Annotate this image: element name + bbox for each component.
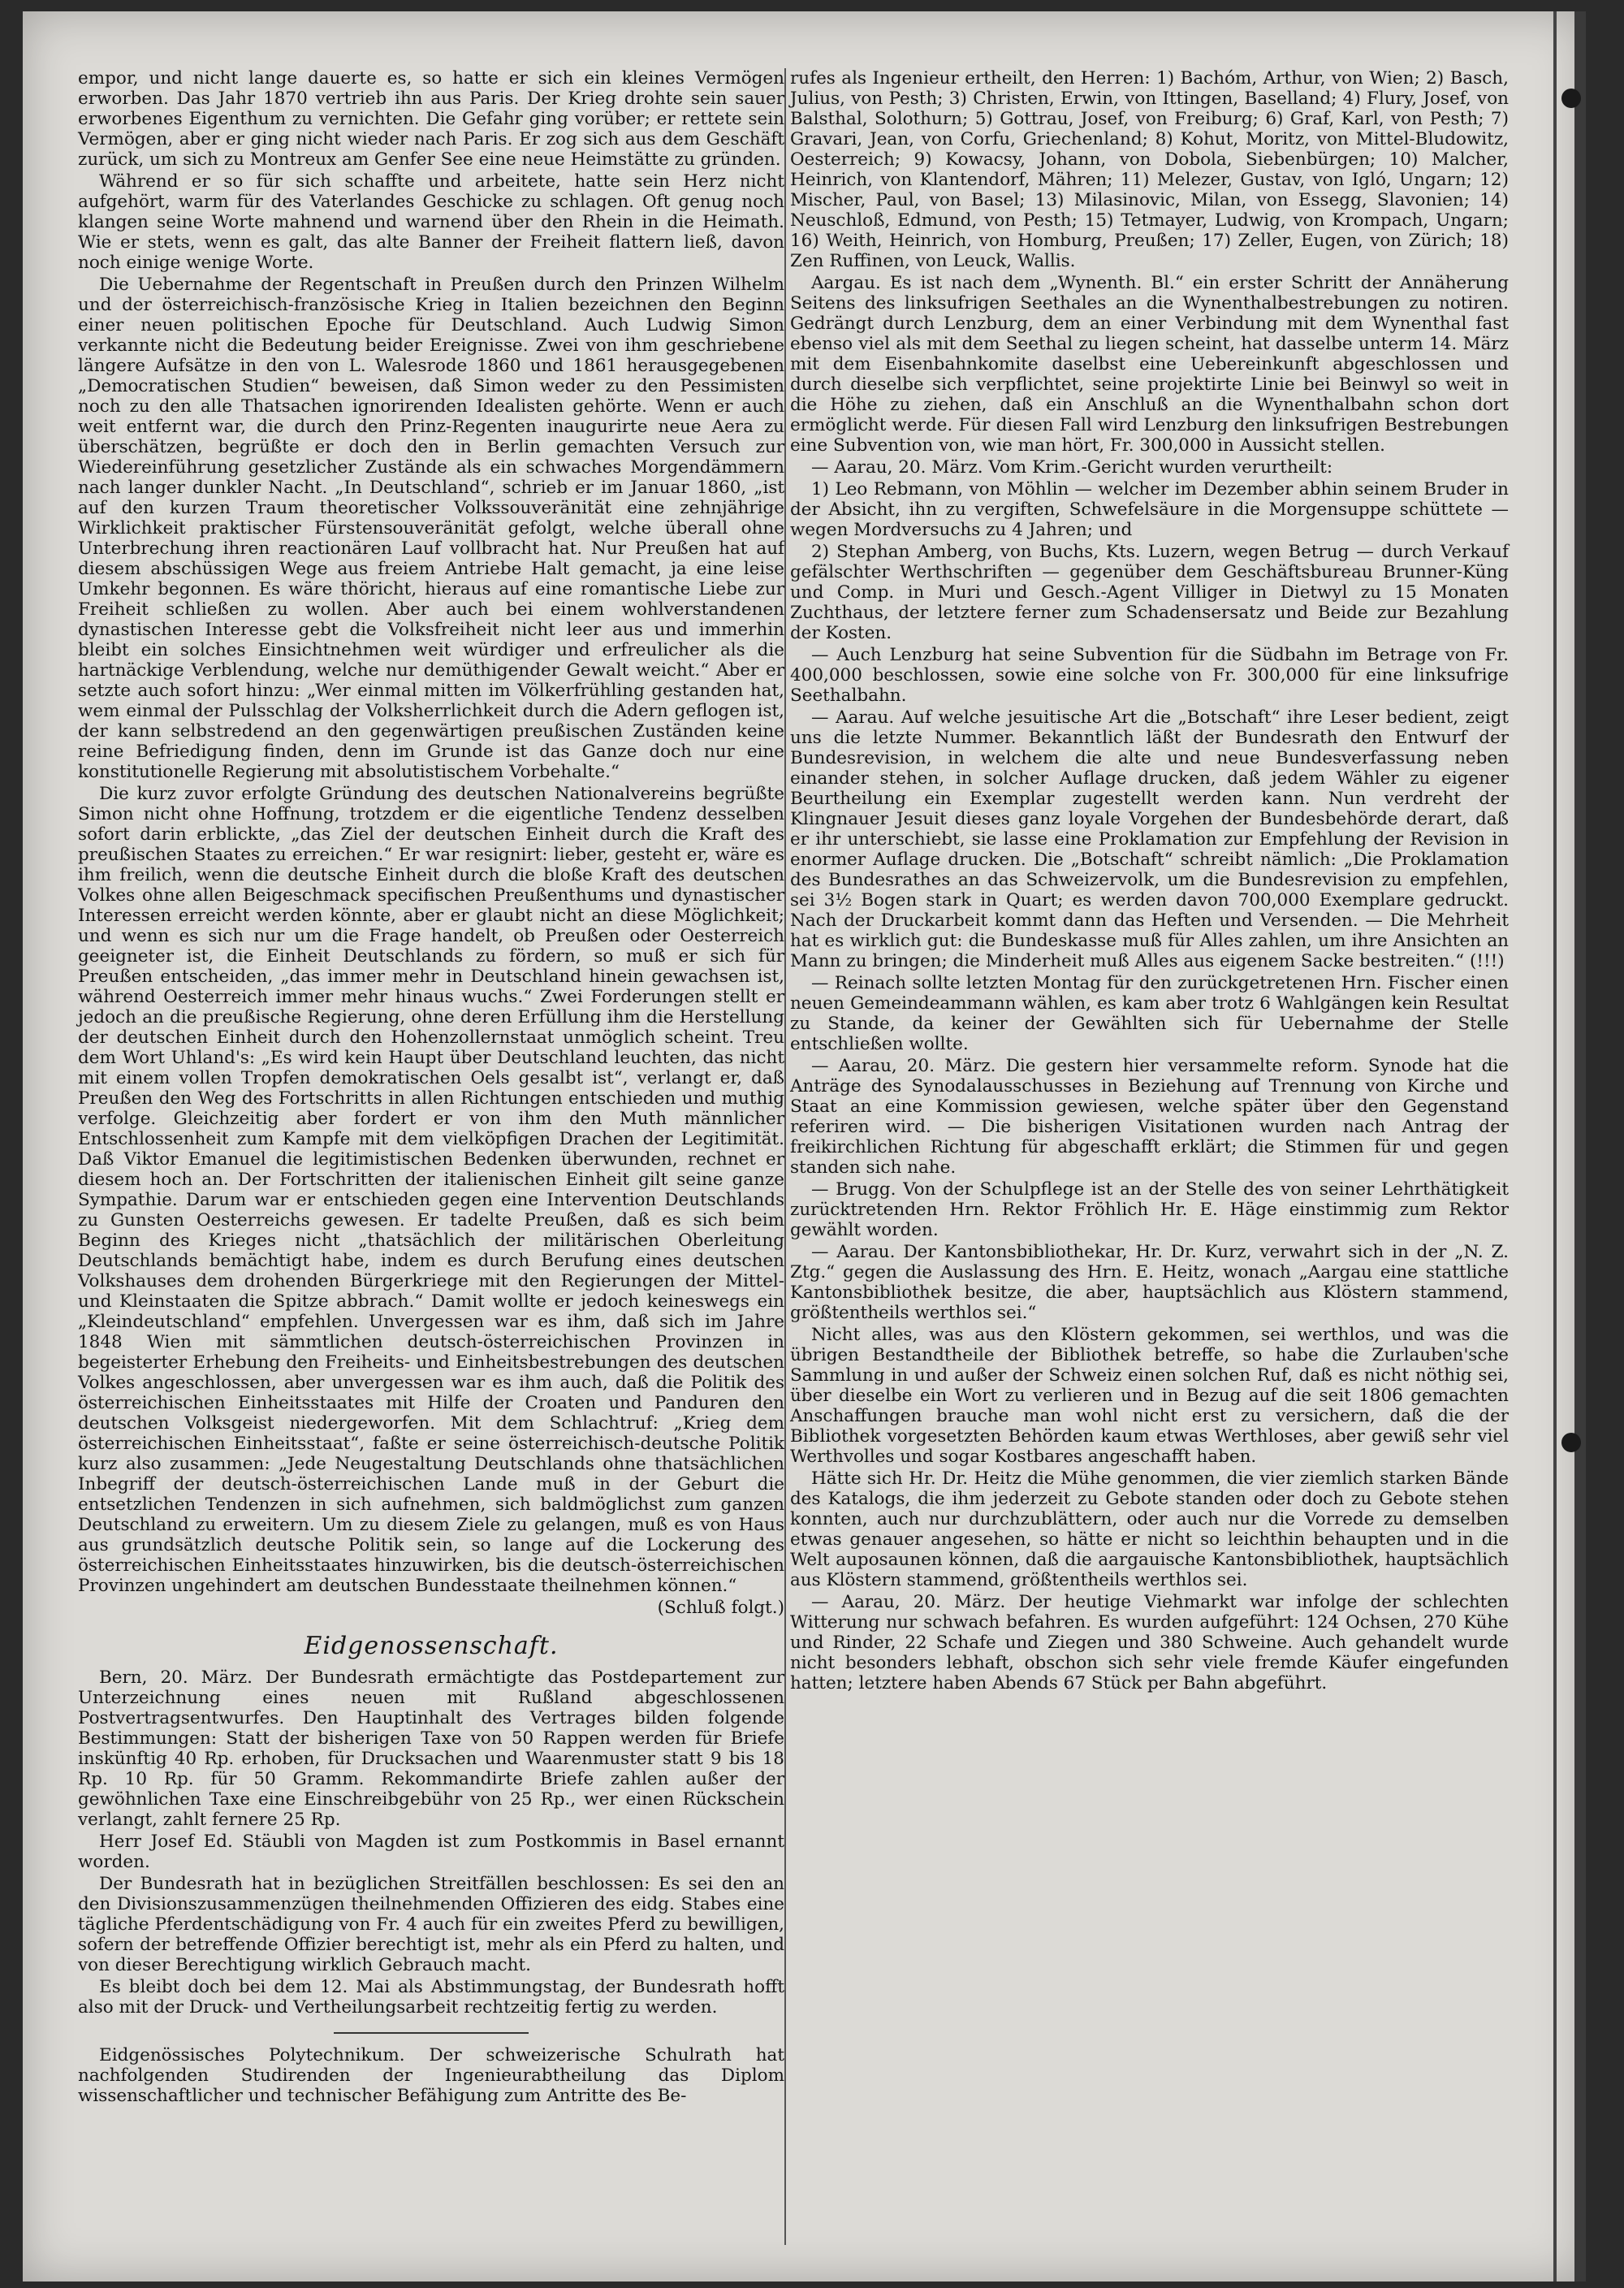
news-paragraph: — Reinach sollte letzten Montag für den zurückgetretenen Hrn. Fischer einen neuen Gemeindeammann wählen, es kam aber trotz 6 Wahlgängen kein Resultat zu Stande, da keiner der Gewählten sich für Uebernahme der Stelle entschließen wollte.	[790, 973, 1509, 1054]
article-paragraph: Die Uebernahme der Regentschaft in Preußen durch den Prinzen Wilhelm und der österreichisch-französische Krieg in Italien bezeichnen den Beginn einer neuen politischen Epoche für Deutschland. Auch Ludwig Simon verkannte nicht die Bedeutung beider Ereignisse. Zwei von ihm geschriebene längere Aufsätze in den von L. Walesrode 1860 und 1861 herausgegebenen „Democratischen Studien“ beweisen, daß Simon weder zu den Pessimisten noch zu den alle Thatsachen ignorirenden Idealisten gehörte. Wenn er auch weit entfernt war, die durch den Prinz-Regenten inaugurirte neue Aera zu überschätzen, begrüßte er doch den in Berlin gemachten Versuch zur Wiedereinführung gesetzlicher Zustände als ein schwaches Morgendämmern nach langer dunkler Nacht. „In Deutschland“, schrieb er im Januar 1860, „ist auf den kurzen Traum theoretischer Volkssouveränität eine zehnjährige Wirklichkeit praktischer Fürstensouveränität gefolgt, welche überall ohne Unterbrechung ihren reactionären Lauf vollbracht hat. Nur Preußen hat auf diesem abschüssigen Wege aus freiem Antriebe Halt gemacht, ja eine leise Umkehr begonnen. Es wäre thöricht, hieraus auf eine romantische Liebe zur Freiheit schließen zu wollen. Aber auch bei einem wohlverstandenen dynastischen Interesse gebt die Volksfreiheit nicht leer aus und immerhin bleibt ein solches Einsichtnehmen weit würdiger und erfreulicher als die hartnäckige Verblendung, welche nur demüthigender Gewalt weicht.“ Aber er setzte auch sofort hinzu: „Wer einmal mitten im Völkerfrühling gestanden hat, wem einmal der Pulsschlag der Volksherrlichkeit durch die Adern geflogen ist, der kann selbstredend an den gegenwärtigen preußischen Zuständen keine reine Befriedigung finden, denn im Grunde ist das Ganze doch nur eine konstitutionelle Regierung mit absolutistischem Vorbehalte.“	[78, 275, 784, 782]
news-paragraph: Herr Josef Ed. Stäubli von Magden ist zum Postkommis in Basel ernannt worden.	[78, 1832, 784, 1872]
news-paragraph: — Aarau, 20. März. Der heutige Viehmarkt war infolge der schlechten Witterung nur schwach befahren. Es wurden aufgeführt: 124 Ochsen, 270 Kühe und Rinder, 22 Schafe und Ziegen und 380 Schweine. Auch gehandelt wurde nicht besonders lebhaft, obschon sich sehr viele fremde Käufer eingefunden hatten; letztere haben Abends 67 Stück per Bahn abgeführt.	[790, 1592, 1509, 1693]
news-paragraph: Der Bundesrath hat in bezüglichen Streitfällen beschlossen: Es sei den an den Divisionszusammenzügen theilnehmenden Offizieren des eidg. Stabes eine tägliche Pferdentschädigung von Fr. 4 auch für ein zweites Pferd zu bewilligen, sofern der betreffende Offizier berechtigt ist, mehr als ein Pferd zu halten, und von dieser Berechtigung wirklich Gebrauch macht.	[78, 1874, 784, 1975]
news-paragraph: Bern, 20. März. Der Bundesrath ermächtigte das Postdepartement zur Unterzeichnung eines neuen mit Rußland abgeschlossenen Postvertragsentwurfes. Den Hauptinhalt des Vertrages bilden folgende Bestimmungen: Statt der bisherigen Taxe von 50 Rappen werden für Briefe inskünftig 40 Rp. erhoben, für Drucksachen und Waarenmuster statt 9 bis 18 Rp. 10 Rp. für 50 Gramm. Rekommandirte Briefe zahlen außer der gewöhnlichen Taxe eine Einschreibgebühr von 25 Rp., wer einen Rückschein verlangt, zahlt fernere 25 Rp.	[78, 1667, 784, 1830]
right-column	[790, 68, 1509, 1695]
news-paragraph: — Aarau, 20. März. Die gestern hier versammelte reform. Synode hat die Anträge des Synodalausschusses in Beziehung auf Trennung von Kirche und Staat an eine Kommission gewiesen, welche später über den Gegenstand referiren wird. — Die bisherigen Visitationen wurden nach Antrag der freikirchlichen Richtung für abgeschafft erklärt; die Stimmen für und gegen standen sich nahe.	[790, 1056, 1509, 1178]
schluss-note: (Schluß folgt.)	[657, 1598, 784, 1618]
column-divider	[784, 68, 786, 2245]
article-paragraph: Während er so für sich schaffte und arbeitete, hatte sein Herz nicht aufgehört, warm für des Vaterlandes Geschicke zu schlagen. Oft genug noch klangen seine Worte mahnend und warnend über den Rhein in die Heimath. Wie er stets, wenn es galt, das alte Banner der Freiheit flattern ließ, davon noch einige wenige Worte.	[78, 171, 784, 273]
binding-line	[1553, 11, 1557, 2282]
news-paragraph: — Auch Lenzburg hat seine Subvention für die Südbahn im Betrage von Fr. 400,000 beschlossen, sowie eine solche von Fr. 300,000 für eine linksufrige Seethalbahn.	[790, 645, 1509, 706]
news-paragraph: 2) Stephan Amberg, von Buchs, Kts. Luzern, wegen Betrug — durch Verkauf gefälschter Werthschriften — gegenüber dem Geschäftsbureau Brunner-Küng und Comp. in Muri und Gesch.-Agent Villiger in Dietwyl zu 15 Monaten Zuchthaus, der letztere ferner zum Schadensersatz und Beide zur Bezahlung der Kosten.	[790, 542, 1509, 643]
news-paragraph: 1) Leo Rebmann, von Möhlin — welcher im Dezember abhin seinem Bruder in der Absicht, ihn zu vergiften, Schwefelsäure in die Morgensuppe schüttete — wegen Mordversuchs zu 4 Jahren; und	[790, 479, 1509, 540]
binding-hole	[1561, 1433, 1581, 1452]
binding-hole	[1561, 89, 1581, 108]
article-paragraph: Die kurz zuvor erfolgte Gründung des deutschen Nationalvereins begrüßte Simon nicht ohne Hoffnung, trotzdem er die eigentliche Tendenz desselben sofort darin erblickte, „das Ziel der deutschen Einheit durch die Kraft des preußischen Staates zu erreichen.“ Er war resignirt: lieber, gesteht er, wäre es ihm freilich, wenn die deutsche Einheit durch die bloße Kraft des deutschen Volkes ohne allen Beigeschmack specifischen Preußenthums und dynastischer Interessen erreicht werden könnte, aber er glaubt nicht an diese Möglichkeit; und wenn es sich nur um die Frage handelt, ob Preußen oder Oesterreich geeigneter ist, die Einheit Deutschlands zu fördern, so muß er sich für Preußen entscheiden, „das immer mehr in Deutschland hinein gewachsen ist, während Oesterreich immer mehr hinaus wuchs.“ Zwei Forderungen stellt er jedoch an die preußische Regierung, ohne deren Erfüllung ihm die Herstellung der deutschen Einheit durch den Hohenzollernstaat unmöglich scheint. Treu dem Wort Uhland's: „Es wird kein Haupt über Deutschland leuchten, das nicht mit einem vollen Tropfen demokratischen Oels gesalbt ist“, verlangt er, daß Preußen den Weg des Fortschritts in allen Richtungen entschieden und muthig verfolge. Gleichzeitig aber fordert er von ihm den Muth männlicher Entschlossenheit zum Kampfe mit dem vielköpfigen Drachen der Legitimität. Daß Viktor Emanuel die legitimistischen Bedenken überwunden, rechnet er diesem hoch an. Der Fortschritten der italienischen Einheit gilt seine ganze Sympathie. Darum war er entschieden gegen eine Intervention Deutschlands zu Gunsten Oesterreichs gewesen. Er tadelte Preußen, daß es sich beim Beginn des Krieges nicht „thatsächlich der militärischen Oberleitung Deutschlands bemächtigt habe, indem es durch Berufung eines deutschen Volkshauses dem drohenden Bürgerkriege mit den Regierungen der Mittel- und Kleinstaaten die Spitze abbrach.“ Damit wollte er jedoch keineswegs ein „Kleindeutschland“ empfehlen. Unvergessen war es ihm, daß sich im Jahre 1848 Wien mit sämmtlichen deutsch-österreichischen Provinzen in begeisterter Erhebung den Freiheits- und Einheitsbestrebungen des deutschen Volkes angeschlossen, aber unvergessen war es ihm auch, daß die Politik des österreichischen Einheitsstaates mit Hilfe der Croaten und Panduren den deutschen Volksgeist niedergeworfen. Mit dem Schlachtruf: „Krieg dem österreichischen Einheitsstaat“, faßte er seine österreichisch-deutsche Politik kurz also zusammen: „Jede Neugestaltung Deutschlands ohne thatsächlichen Inbegriff der deutsch-österreichischen Lande muß in der Geburt die entsetzlichen Tendenzen in sich aufnehmen, sich baldmöglichst zum ganzen Deutschland zu erweitern. Um zu diesem Ziele zu gelangen, muß es von Haus aus grundsätzlich deutsche Politik sein, so lange auf die Lockerung des österreichischen Einheitsstaates hinzuwirken, bis die deutsch-österreichischen Provinzen ungehindert am deutschen Bundesstaate theilnehmen können.“	[78, 784, 784, 1596]
news-paragraph: rufes als Ingenieur ertheilt, den Herren: 1) Bachóm, Arthur, von Wien; 2) Basch, Julius, von Pesth; 3) Christen, Erwin, von Ittingen, Baselland; 4) Flury, Josef, von Balsthal, Solothurn; 5) Gottrau, Josef, von Freiburg; 6) Graf, Karl, von Pesth; 7) Gravari, Jean, von Corfu, Griechenland; 8) Kohut, Moritz, von Mittel-Bludowitz, Oesterreich; 9) Kowacsy, Johann, von Dobola, Siebenbürgen; 10) Malcher, Heinrich, von Klantendorf, Mähren; 11) Melezer, Gustav, von Igló, Ungarn; 12) Mischer, Paul, von Basel; 13) Milasinovic, Milan, von Essegg, Slavonien; 14) Neuschloß, Edmund, von Pesth; 15) Tetmayer, Ludwig, von Krompach, Ungarn; 16) Weith, Heinrich, von Homburg, Preußen; 17) Zeller, Eugen, von Zürich; 18) Zen Ruffinen, von Leuck, Wallis.	[790, 68, 1509, 271]
news-paragraph: Aargau. Es ist nach dem „Wynenth. Bl.“ ein erster Schritt der Annäherung Seitens des linksufrigen Seethales an die Wynenthalbestrebungen zu notiren. Gedrängt durch Lenzburg, dem an einer Verbindung mit dem Wynenthal fast ebenso viel als mit dem Seethal zu liegen scheint, hat dasselbe unterm 14. März mit dem Eisenbahnkomite daselbst eine Uebereinkunft abgeschlossen und durch dieselbe sich verpflichtet, seine projektirte Linie bei Beinwyl so weit in die Höhe zu ziehen, daß ein Anschluß an die Wynenthalbahn schon dort ermöglicht werde. Für diesen Fall wird Lenzburg den linksufrigen Bestrebungen eine Subvention von, wie man hört, Fr. 300,000 in Aussicht stellen.	[790, 273, 1509, 456]
news-paragraph: — Brugg. Von der Schulpflege ist an der Stelle des von seiner Lehrthätigkeit zurücktretenden Hrn. Rektor Fröhlich Hr. E. Häge einstimmig zum Rektor gewählt worden.	[790, 1179, 1509, 1240]
news-paragraph: — Aarau. Auf welche jesuitische Art die „Botschaft“ ihre Leser bedient, zeigt uns die letzte Nummer. Bekanntlich läßt der Bundesrath den Entwurf der Bundesrevision, in welchem die alte und neue Bundesverfassung neben einander stehen, in solcher Auflage drucken, daß jedem Wähler zu eigener Beurtheilung ein Exemplar zugestellt werden kann. Nun verdreht der Klingnauer Jesuit dieses ganz loyale Vorgehen der Bundesbehörde derart, daß er ihr unterschiebt, sie lasse eine Proklamation zur Empfehlung der Revision in enormer Auflage drucken. Die „Botschaft“ schreibt nämlich: „Die Proklamation des Bundesrathes an das Schweizervolk, um die Bundesrevision zu empfehlen, sei 3½ Bogen stark in Quart; es werden davon 700,000 Exemplare gedruckt. Nach der Druckarbeit kommt dann das Heften und Versenden. — Die Mehrheit hat es wirklich gut: die Bundeskasse muß für Alles zahlen, um ihre Ansichten an Mann zu bringen; die Minderheit muß Alles aus eigenem Sacke bestreiten.“ (!!!)	[790, 707, 1509, 971]
section-rule	[334, 2032, 529, 2034]
news-paragraph: — Aarau. Der Kantonsbibliothekar, Hr. Dr. Kurz, verwahrt sich in der „N. Z. Ztg.“ gegen die Auslassung des Hrn. E. Heitz, wonach „Aargau eine stattliche Kantonsbibliothek besitze, die aber, hauptsächlich aus Klöstern stammend, größtentheils werthlos sei.“	[790, 1242, 1509, 1323]
schluss-line	[78, 1598, 784, 1618]
news-paragraph: Es bleibt doch bei dem 12. Mai als Abstimmungstag, der Bundesrath hofft also mit der Druck- und Vertheilungsarbeit rechtzeitig fertig zu werden.	[78, 1977, 784, 2018]
news-paragraph: Hätte sich Hr. Dr. Heitz die Mühe genommen, die vier ziemlich starken Bände des Katalogs, die ihm jederzeit zu Gebote standen oder doch zu Gebote stehen konnten, auch nur durchzublättern, oder auch nur die Vorrede zu demselben etwas genauer angesehen, so hätte er nicht so leichthin behaupten und in die Welt auposaunen können, daß die aargauische Kantonsbibliothek, hauptsächlich aus Klöstern stammend, größtentheils werthlos sei.	[790, 1468, 1509, 1590]
news-paragraph: — Aarau, 20. März. Vom Krim.-Gericht wurden verurtheilt:	[811, 457, 1333, 478]
newspaper-page	[23, 11, 1586, 2282]
polytechnikum-paragraph: Eidgenössisches Polytechnikum. Der schweizerische Schulrath hat nachfolgenden Studirenden der Ingenieurabtheilung das Diplom wissenschaftlicher und technischer Befähigung zum Antritte des Be-	[78, 2045, 784, 2106]
page-edge-shadow	[1574, 11, 1586, 2282]
news-paragraph: Nicht alles, was aus den Klöstern gekommen, sei werthlos, und was die übrigen Bestandtheile der Bibliothek betreffe, so habe die Zurlauben'sche Sammlung in und außer der Schweiz einen solchen Ruf, daß es nicht nöthig sei, über dieselbe ein Wort zu verlieren und in Bezug auf die seit 1806 gemachten Anschaffungen brauche man wohl nicht erst zu versichern, daß die der Bibliothek vorgesetzten Behörden kaum etwas Werthloses, aber gewiß sehr viel Werthvolles und sogar Kostbares angeschafft haben.	[790, 1325, 1509, 1467]
article-paragraph: empor, und nicht lange dauerte es, so hatte er sich ein kleines Vermögen erworben. Das Jahr 1870 vertrieb ihn aus Paris. Der Krieg drohte sein sauer erworbenes Eigenthum zu vernichten. Die Gefahr ging vorüber; er rettete sein Vermögen, aber er ging nicht wieder nach Paris. Er zog sich aus dem Geschäft zurück, um sich zu Montreux am Genfer See eine neue Heimstätte zu gründen.	[78, 68, 784, 170]
section-heading: Eidgenossenschaft.	[304, 1632, 559, 1660]
left-column	[78, 68, 784, 2108]
